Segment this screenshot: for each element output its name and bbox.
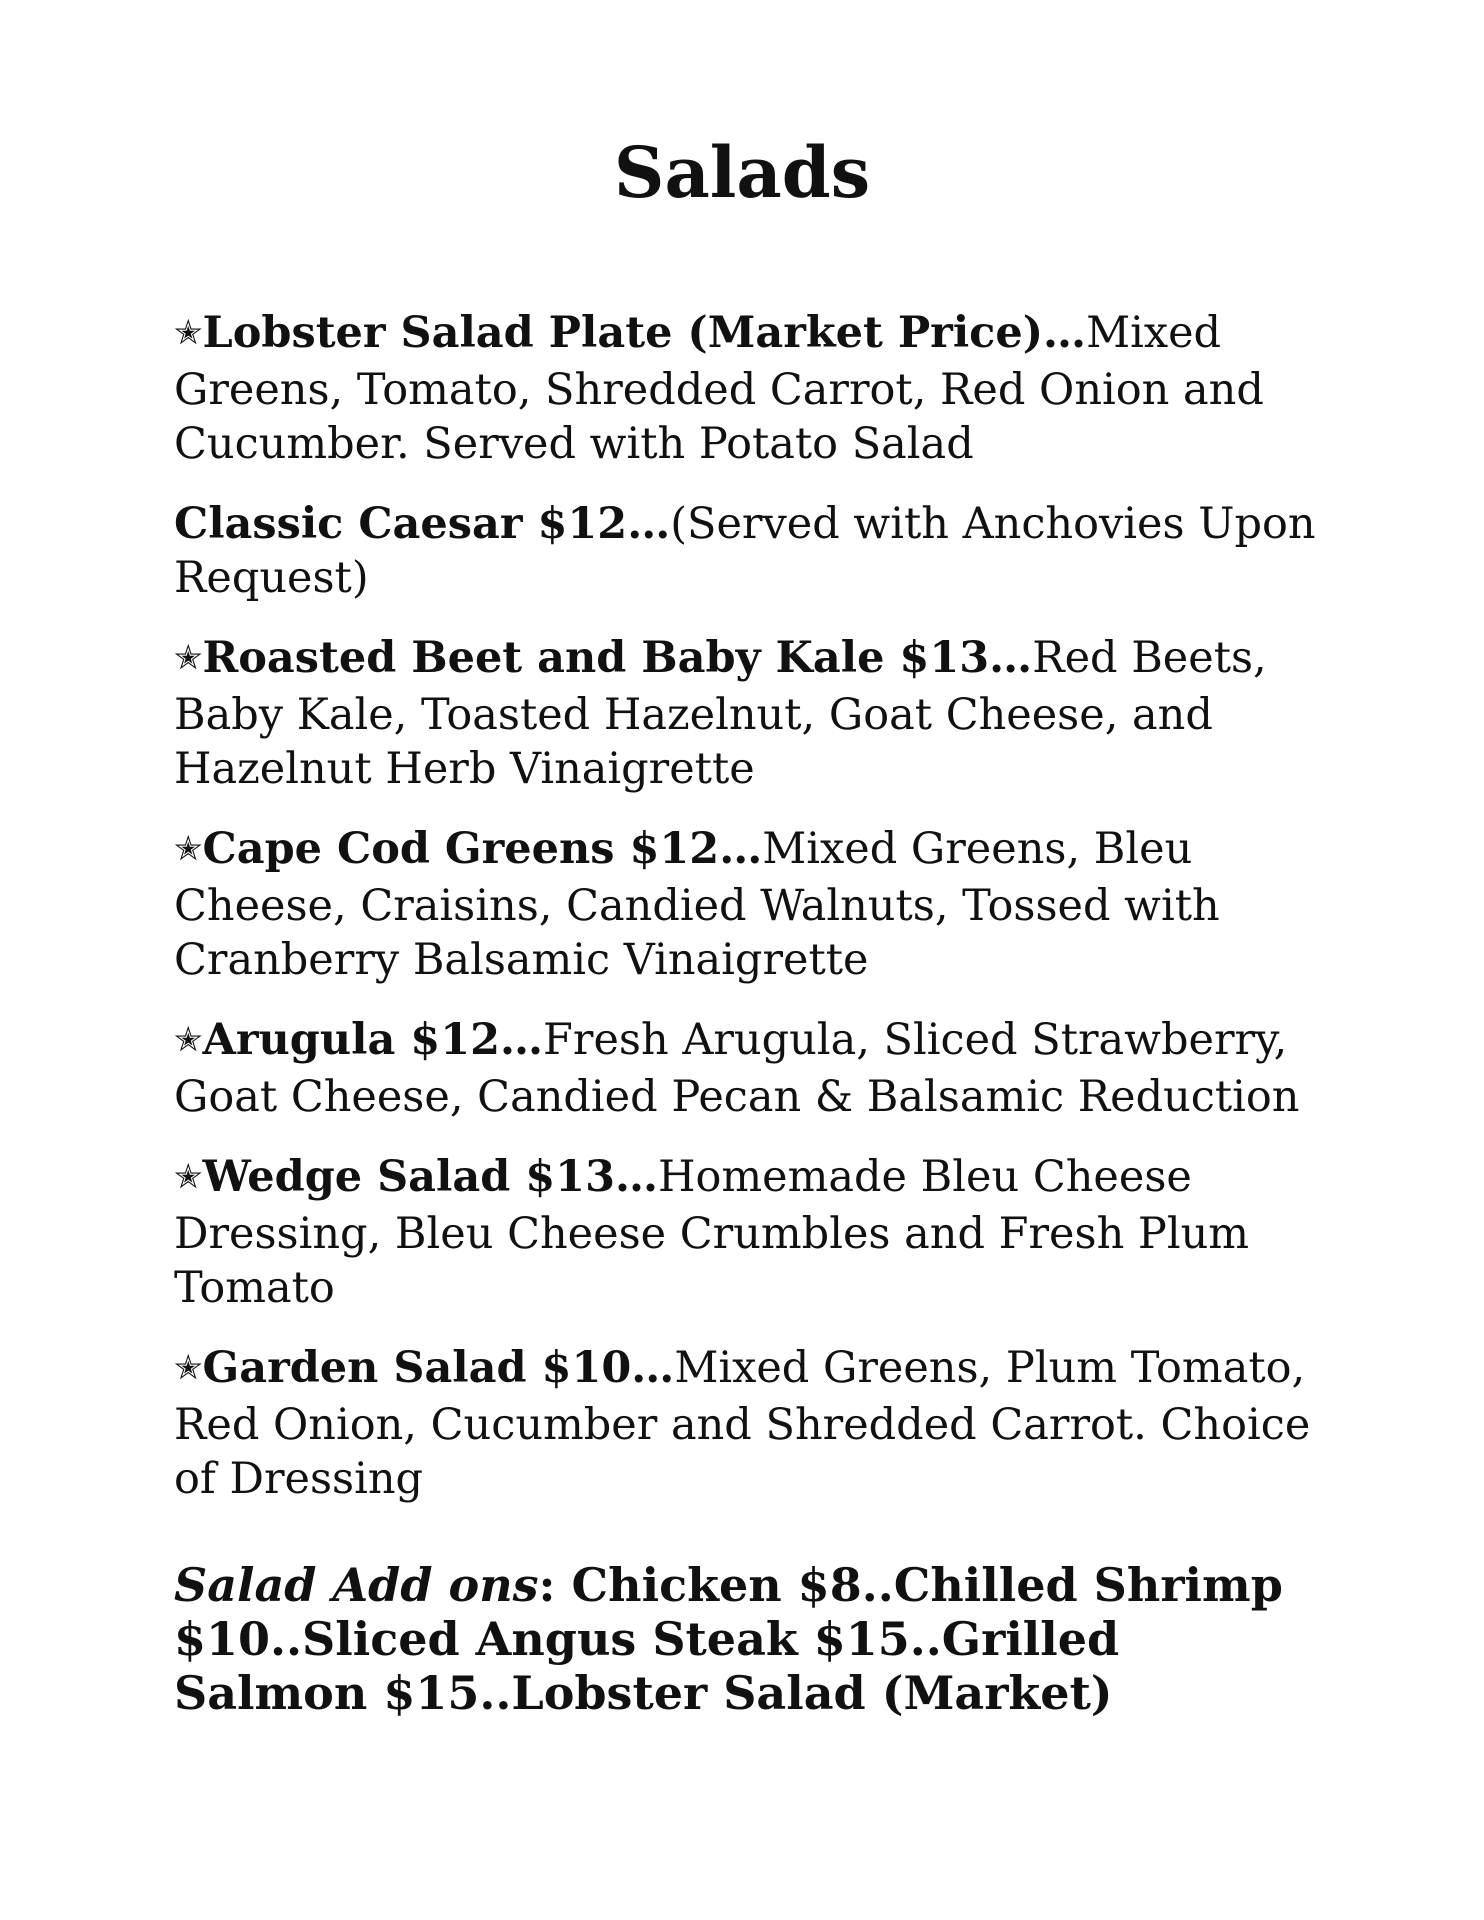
item-name: Wedge Salad $13… xyxy=(202,1152,659,1202)
item-description: Mixed Greens, Plum Tomato, Red Onion, Cucumber and Shredded Carrot. Choice of Dressing xyxy=(174,1343,1311,1504)
star-icon: ✭ xyxy=(174,313,203,353)
item-name: Arugula $12… xyxy=(202,1015,544,1065)
menu-item-roasted-beet-baby-kale xyxy=(174,631,1324,796)
menu-item-wedge-salad xyxy=(174,1150,1324,1315)
item-description: Homemade Bleu Cheese Dressing, Bleu Cheese Crumbles and Fresh Plum Tomato xyxy=(174,1152,1250,1313)
item-name: Classic Caesar $12… xyxy=(174,499,671,549)
menu-item-cape-cod-greens xyxy=(174,822,1324,987)
menu-item-garden-salad xyxy=(174,1341,1324,1506)
star-icon: ✭ xyxy=(174,1020,203,1060)
item-name: Garden Salad $10… xyxy=(202,1343,675,1393)
salad-menu-list xyxy=(174,306,1324,1766)
add-ons-label: Salad Add ons xyxy=(174,1558,539,1612)
menu-item-arugula xyxy=(174,1013,1324,1124)
item-description: Mixed Greens, Bleu Cheese, Craisins, Candied Walnuts, Tossed with Cranberry Balsamic Vinaigrette xyxy=(174,824,1220,985)
menu-item-lobster-salad-plate xyxy=(174,306,1324,471)
item-description: (Served with Anchovies Upon Request) xyxy=(174,499,1316,603)
salad-add-ons xyxy=(174,1558,1324,1720)
star-icon: ✭ xyxy=(174,829,203,869)
item-name: Lobster Salad Plate (Market Price)… xyxy=(202,308,1087,358)
page-title: Salads xyxy=(613,131,871,214)
item-description: Fresh Arugula, Sliced Strawberry, Goat Cheese, Candied Pecan & Balsamic Reduction xyxy=(174,1015,1300,1122)
menu-item-classic-caesar xyxy=(174,497,1324,605)
item-description: Mixed Greens, Tomato, Shredded Carrot, Red Onion and Cucumber. Served with Potato Salad xyxy=(174,308,1264,469)
item-description: Red Beets, Baby Kale, Toasted Hazelnut, Goat Cheese, and Hazelnut Herb Vinaigrette xyxy=(174,633,1267,794)
item-name: Roasted Beet and Baby Kale $13… xyxy=(202,633,1033,683)
add-ons-list: Chicken $8..Chilled Shrimp $10..Sliced Angus Steak $15..Grilled Salmon $15..Lobster Salad (Market) xyxy=(174,1558,1283,1720)
star-icon: ✭ xyxy=(174,1348,203,1388)
add-ons-separator: : xyxy=(538,1558,572,1612)
star-icon: ✭ xyxy=(174,638,203,678)
star-icon: ✭ xyxy=(174,1157,203,1197)
item-name: Cape Cod Greens $12… xyxy=(202,824,763,874)
